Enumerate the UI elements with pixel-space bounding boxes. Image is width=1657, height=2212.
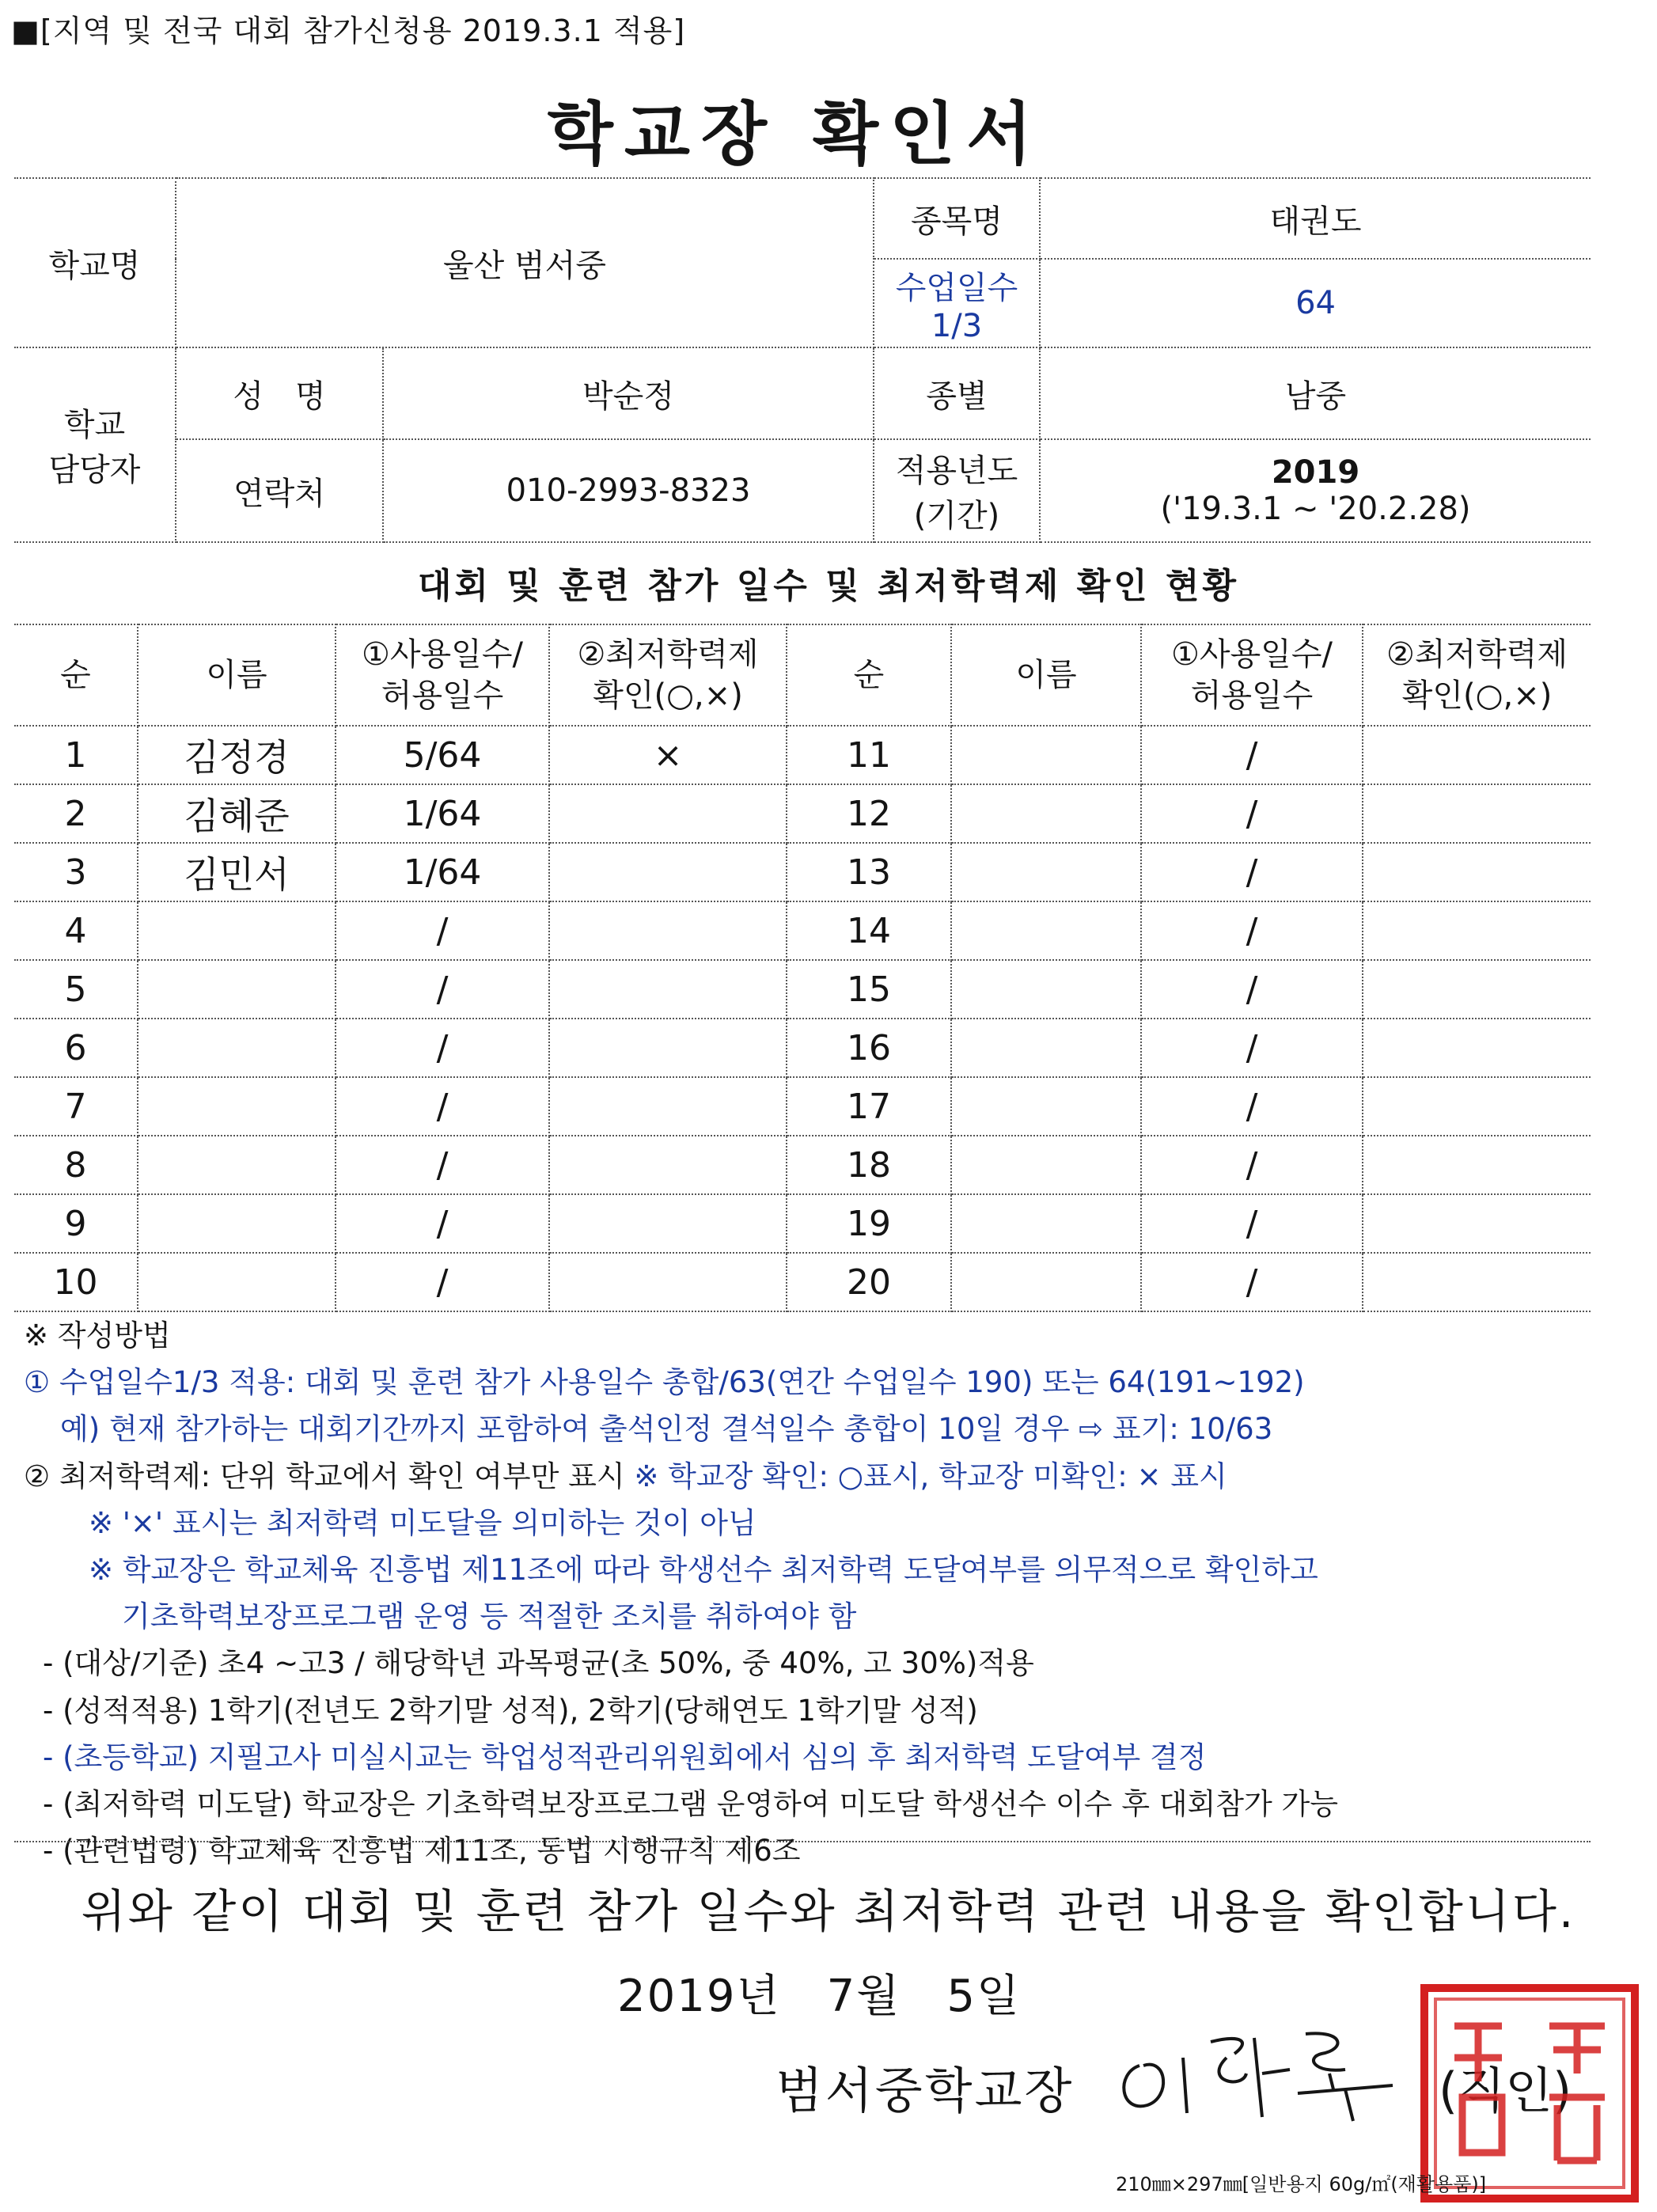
header-name-left: 이름 <box>138 624 336 726</box>
page-title: 학교장 확인서 <box>547 95 1044 174</box>
note-line-7: - (대상/기준) 초4 ~고3 / 해당학년 과목평균(초 50%, 중 40%, 고 30%)적용 <box>43 1646 1034 1681</box>
used-days-left: / <box>336 1194 549 1253</box>
used-days-right: / <box>1141 1253 1363 1311</box>
year-label-line2: (기간) <box>913 498 1000 534</box>
student-name-right <box>951 960 1141 1019</box>
row-number-right: 20 <box>787 1253 951 1311</box>
student-name-left <box>138 960 336 1019</box>
header-no-right: 순 <box>787 624 951 726</box>
header-check-left <box>549 624 787 726</box>
category-label: 종별 <box>874 347 1040 439</box>
academic-check-right <box>1363 1253 1591 1311</box>
used-days-right: / <box>1141 1136 1363 1194</box>
header-days-left <box>336 624 549 726</box>
row-number-left: 7 <box>14 1077 138 1136</box>
row-number-right: 19 <box>787 1194 951 1253</box>
event-label: 종목명 <box>874 178 1040 259</box>
used-days-left: / <box>336 960 549 1019</box>
note-line-3 <box>24 1453 1606 1500</box>
student-name-left <box>138 1136 336 1194</box>
note-line-3-a: ② 최저학력제: 단위 학교에서 확인 여부만 표시 <box>24 1459 635 1493</box>
student-name-right <box>951 1136 1141 1194</box>
table-row <box>14 1253 1591 1311</box>
used-days-left: 5/64 <box>336 726 549 784</box>
row-number-right: 15 <box>787 960 951 1019</box>
student-name-left <box>138 1019 336 1077</box>
note-line-9: - (초등학교) 지필고사 미실시교는 학업성적관리위원회에서 심의 후 최저학력 도달여부 결정 <box>43 1740 1207 1774</box>
document-date: 2019년 7월 5일 <box>617 1971 1022 2022</box>
table-row <box>14 843 1591 901</box>
manager-name-value: 박순정 <box>383 347 874 439</box>
row-number-right: 18 <box>787 1136 951 1194</box>
academic-check-left <box>549 1194 787 1253</box>
row-number-left: 3 <box>14 843 138 901</box>
academic-check-right <box>1363 726 1591 784</box>
form-header: ■[지역 및 전국 대회 참가신청용 2019.3.1 적용] <box>11 13 686 48</box>
class-days-label-line1: 수업일수 <box>895 269 1018 306</box>
notes-heading: ※ 작성방법 <box>24 1318 171 1353</box>
used-days-right: / <box>1141 1194 1363 1253</box>
manager-label-line2: 담당자 <box>48 452 141 488</box>
used-days-left: / <box>336 1136 549 1194</box>
year-value <box>1040 439 1591 542</box>
student-name-left: 김민서 <box>138 843 336 901</box>
used-days-left: 1/64 <box>336 843 549 901</box>
academic-check-left <box>549 1136 787 1194</box>
paper-spec-footer: 210㎜×297㎜[일반용지 60g/㎡(재활용품)] <box>1116 2173 1487 2195</box>
row-number-left: 6 <box>14 1019 138 1077</box>
manager-name-label: 성 명 <box>176 347 383 439</box>
row-number-right: 17 <box>787 1077 951 1136</box>
section-title: 대회 및 훈련 참가 일수 및 최저학력제 확인 현황 <box>417 566 1240 606</box>
note-line-3-b: ※ 학교장 확인: ○표시, 학교장 미확인: × 표시 <box>634 1459 1227 1493</box>
note-line-1: ① 수업일수1/3 적용: 대회 및 훈련 참가 사용일수 총합/63(연간 수업일수 190) 또는 64(191~192) <box>24 1365 1305 1400</box>
student-name-left <box>138 1194 336 1253</box>
note-line-2: 예) 현재 참가하는 대회기간까지 포함하여 출석인정 결석일수 총합이 10일 경우 ⇨ 표기: 10/63 <box>60 1412 1273 1447</box>
row-number-left: 8 <box>14 1136 138 1194</box>
row-number-left: 2 <box>14 784 138 843</box>
handwritten-signature <box>1108 2010 1440 2129</box>
used-days-left: / <box>336 901 549 960</box>
student-name-left: 김정경 <box>138 726 336 784</box>
student-name-right <box>951 1253 1141 1311</box>
academic-check-left <box>549 1019 787 1077</box>
header-no-left: 순 <box>14 624 138 726</box>
header-days-line2: 허용일수 <box>381 677 504 714</box>
row-number-right: 11 <box>787 726 951 784</box>
academic-check-right <box>1363 1136 1591 1194</box>
class-days-label <box>874 259 1040 347</box>
header-days-line1: ①사용일수/ <box>362 636 523 673</box>
confirmation-text: 위와 같이 대회 및 훈련 참가 일수와 최저학력 관련 내용을 확인합니다. <box>81 1884 1576 1938</box>
academic-check-right <box>1363 843 1591 901</box>
note-line-6: 기초학력보장프로그램 운영 등 적절한 조치를 취하여야 함 <box>122 1599 857 1634</box>
student-name-right <box>951 901 1141 960</box>
academic-check-left <box>549 1077 787 1136</box>
table-row <box>14 1136 1591 1194</box>
header-days-right <box>1141 624 1363 726</box>
table-row <box>14 726 1591 784</box>
used-days-left: / <box>336 1077 549 1136</box>
used-days-right: / <box>1141 726 1363 784</box>
table-row <box>14 784 1591 843</box>
year-label <box>874 439 1040 542</box>
academic-check-left: × <box>549 726 787 784</box>
student-name-left <box>138 1077 336 1136</box>
academic-check-right <box>1363 1077 1591 1136</box>
school-info-table <box>14 177 1591 543</box>
row-number-right: 12 <box>787 784 951 843</box>
year-label-line1: 적용년도 <box>895 453 1018 489</box>
academic-check-right <box>1363 1019 1591 1077</box>
note-line-10: - (최저학력 미도달) 학교장은 기초학력보장프로그램 운영하여 미도달 학생선수 이수 후 대회참가 가능 <box>43 1786 1339 1821</box>
header-check-line1: ②최저학력제 <box>1386 636 1568 673</box>
used-days-left: 1/64 <box>336 784 549 843</box>
signer-title: 범서중학교장 <box>775 2062 1075 2119</box>
table-row <box>14 960 1591 1019</box>
academic-check-left <box>549 1253 787 1311</box>
row-number-right: 13 <box>787 843 951 901</box>
used-days-right: / <box>1141 960 1363 1019</box>
used-days-right: / <box>1141 784 1363 843</box>
year-text: 2019 <box>1271 454 1360 491</box>
school-name-label: 학교명 <box>14 178 176 347</box>
table-row <box>14 1194 1591 1253</box>
roster-table <box>14 624 1591 1312</box>
manager-label <box>14 347 176 542</box>
class-days-value: 64 <box>1040 259 1591 347</box>
header-check-line1: ②최저학력제 <box>577 636 759 673</box>
row-number-left: 1 <box>14 726 138 784</box>
header-check-line2: 확인(○,×) <box>1401 677 1553 714</box>
category-value: 남중 <box>1040 347 1591 439</box>
row-number-left: 10 <box>14 1253 138 1311</box>
student-name-right <box>951 1194 1141 1253</box>
student-name-right <box>951 726 1141 784</box>
note-line-11: - (관련법령) 학교체육 진흥법 제11조, 동법 시행규칙 제6조 <box>43 1834 801 1869</box>
table-row <box>14 901 1591 960</box>
row-number-left: 4 <box>14 901 138 960</box>
student-name-right <box>951 1077 1141 1136</box>
academic-check-right <box>1363 960 1591 1019</box>
academic-check-left <box>549 843 787 901</box>
academic-check-left <box>549 784 787 843</box>
student-name-left <box>138 1253 336 1311</box>
student-name-left <box>138 901 336 960</box>
academic-check-right <box>1363 901 1591 960</box>
class-days-label-line2: 1/3 <box>931 307 983 344</box>
period-text: ('19.3.1 ~ '20.2.28) <box>1160 491 1471 527</box>
school-name-value: 울산 범서중 <box>176 178 874 347</box>
manager-label-line1: 학교 <box>63 407 126 443</box>
row-number-right: 14 <box>787 901 951 960</box>
note-line-5: ※ 학교장은 학교체육 진흥법 제11조에 따라 학생선수 최저학력 도달여부를 의무적으로 확인하고 <box>89 1552 1318 1587</box>
used-days-right: / <box>1141 901 1363 960</box>
student-name-right <box>951 1019 1141 1077</box>
student-name-right <box>951 843 1141 901</box>
academic-check-left <box>549 901 787 960</box>
seal-label: (직인) <box>1439 2062 1572 2119</box>
academic-check-left <box>549 960 787 1019</box>
student-name-right <box>951 784 1141 843</box>
header-check-right <box>1363 624 1591 726</box>
header-name-right: 이름 <box>951 624 1141 726</box>
header-days-line1: ①사용일수/ <box>1171 636 1333 673</box>
student-name-left: 김혜준 <box>138 784 336 843</box>
header-days-line2: 허용일수 <box>1190 677 1314 714</box>
used-days-right: / <box>1141 1019 1363 1077</box>
table-row <box>14 1019 1591 1077</box>
note-line-4: ※ '×' 표시는 최저학력 미도달을 의미하는 것이 아님 <box>89 1505 756 1540</box>
header-check-line2: 확인(○,×) <box>593 677 743 714</box>
divider <box>14 1841 1591 1842</box>
used-days-right: / <box>1141 843 1363 901</box>
contact-label: 연락처 <box>176 439 383 542</box>
notes-section <box>24 1312 1606 1874</box>
row-number-left: 9 <box>14 1194 138 1253</box>
used-days-right: / <box>1141 1077 1363 1136</box>
event-value: 태권도 <box>1040 178 1591 259</box>
academic-check-right <box>1363 1194 1591 1253</box>
contact-value: 010-2993-8323 <box>383 439 874 542</box>
note-line-8: - (성적적용) 1학기(전년도 2학기말 성적), 2학기(당해연도 1학기말 성적) <box>43 1693 978 1728</box>
row-number-right: 16 <box>787 1019 951 1077</box>
table-row <box>14 1077 1591 1136</box>
row-number-left: 5 <box>14 960 138 1019</box>
used-days-left: / <box>336 1019 549 1077</box>
used-days-left: / <box>336 1253 549 1311</box>
academic-check-right <box>1363 784 1591 843</box>
